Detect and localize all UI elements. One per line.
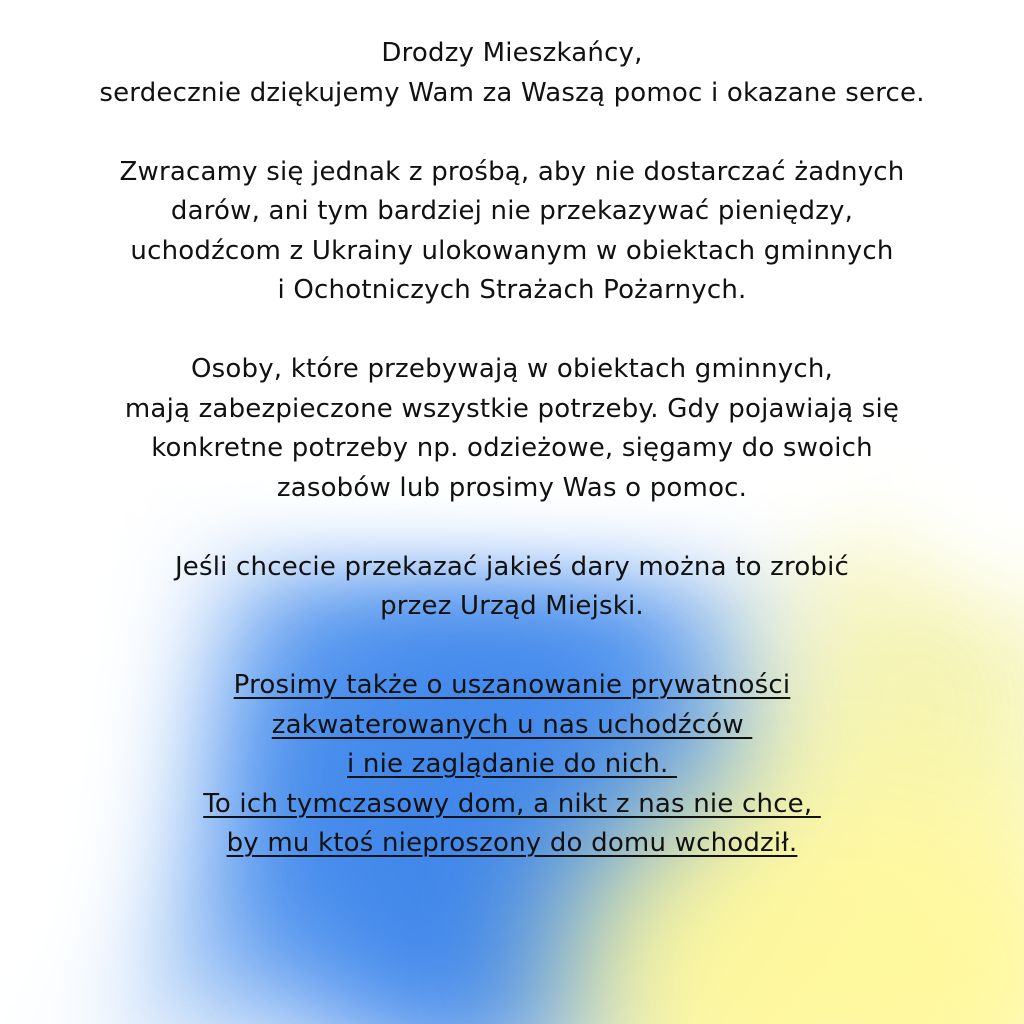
paragraph-donations <box>0 548 1024 627</box>
paragraph-request <box>0 153 1024 311</box>
paragraph-line: i Ochotniczych Strażach Pożarnych. <box>277 275 747 305</box>
paragraph-line: Zwracamy się jednak z prośbą, aby nie dostarczać żadnych <box>119 156 905 187</box>
paragraph-line: konkretne potrzeby np. odzieżowe, sięgamy do swoich <box>151 433 873 463</box>
paragraph-line: Osoby, które przebywają w obiektach gminnych, <box>190 354 834 384</box>
underlined-line: i nie zaglądanie do nich. <box>347 749 677 779</box>
greeting <box>0 34 1024 74</box>
underlined-line: by mu ktoś nieproszony do domu wchodził. <box>226 828 798 858</box>
paragraph-needs <box>0 350 1024 508</box>
letter-text <box>0 34 1024 864</box>
paragraph-line: darów, ani tym bardziej nie przekazywać pieniędzy, <box>170 196 854 226</box>
paragraph-line: zasobów lub prosimy Was o pomoc. <box>276 472 748 503</box>
paragraph-line: Jeśli chcecie przekazać jakieś dary można to zrobić <box>174 551 850 582</box>
underlined-line: Prosimy także o uszanowanie prywatności <box>233 670 791 700</box>
spacer <box>0 627 1024 667</box>
spacer <box>0 508 1024 548</box>
spacer <box>0 311 1024 351</box>
underlined-line: zakwaterowanych u nas uchodźców <box>271 709 753 740</box>
paragraph-thanks <box>0 74 1024 114</box>
paragraph-privacy <box>0 666 1024 864</box>
paragraph-line: uchodźcom z Ukrainy ulokowanym w obiektach gminnych <box>130 235 894 266</box>
paragraph-line: serdecznie dziękujemy Wam za Waszą pomoc i okazane serce. <box>99 77 925 108</box>
paragraph-line: przez Urząd Miejski. <box>380 591 644 621</box>
greeting-line: Drodzy Mieszkańcy, <box>381 38 643 68</box>
underlined-line: To ich tymczasowy dom, a nikt z nas nie chce, <box>203 788 821 819</box>
paragraph-line: mają zabezpieczone wszystkie potrzeby. Gdy pojawiają się <box>124 393 900 424</box>
spacer <box>0 113 1024 153</box>
